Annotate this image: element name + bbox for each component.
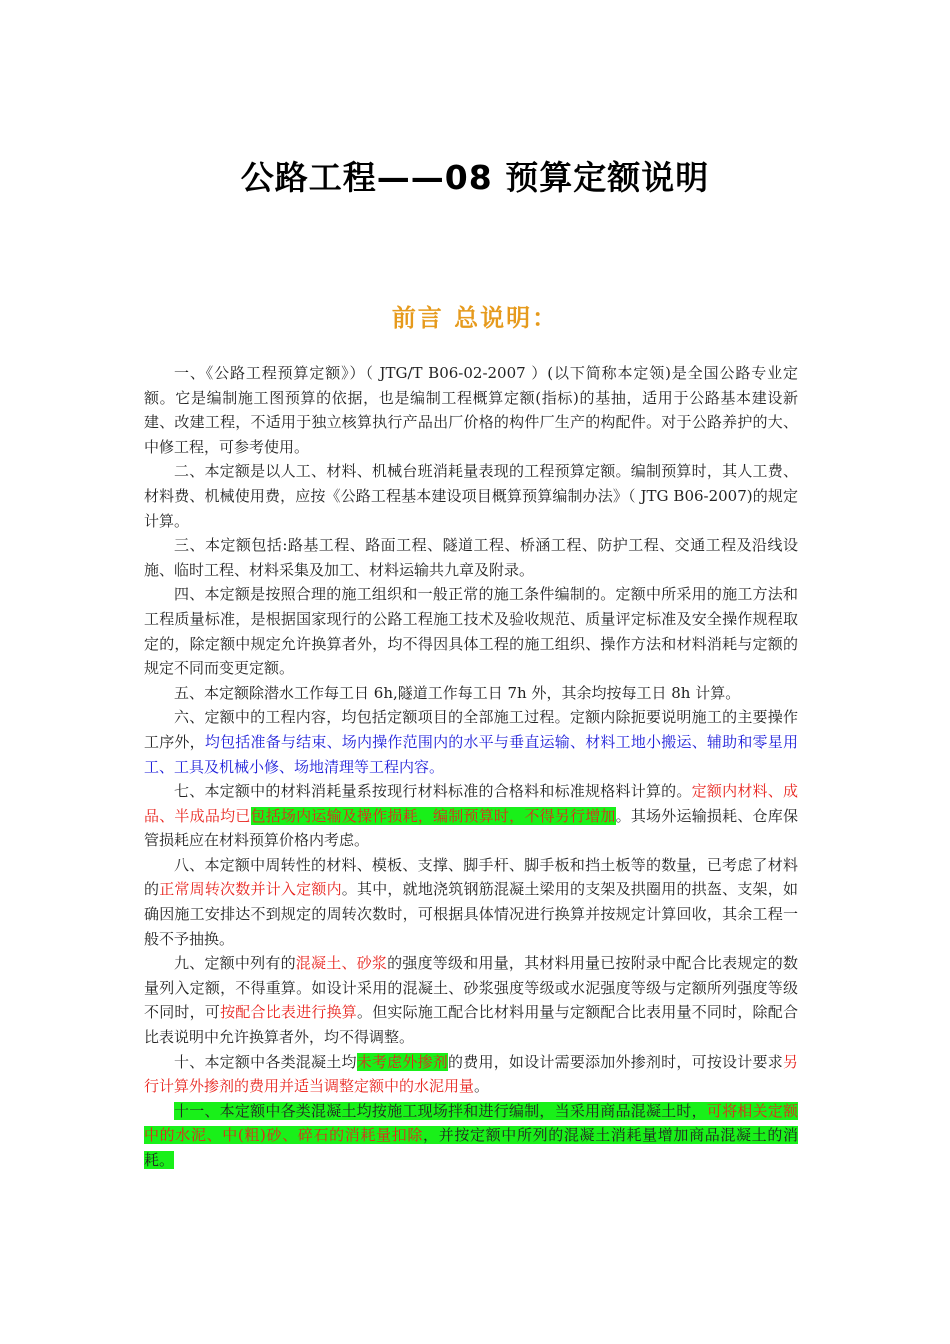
paragraph-10-highlight: 未考虑外掺剂 [356,1052,449,1071]
paragraph-10-mid: 的费用，如设计需要添加外掺剂时，可按设计要求 [448,1052,783,1071]
paragraph-2: 二、本定额是以人工、材料、机械台班消耗量表现的工程预算定额。编制预算时，其人工费、材料费、机械使用费，应按《公路工程基本建设项目概算预算编制办法》（ JTG B06-2007)的规定计算。 [144,462,798,530]
paragraph-10 [144,1050,798,1099]
paragraph-10-text: 十、本定额中各类混凝土均 [174,1052,357,1071]
paragraph-11-highlight-2: ，并按定额中所列的混凝土消耗量增加商品混凝土的消耗。 [144,1126,798,1169]
paragraph-3: 三、本定额包括:路基工程、路面工程、隧道工程、桥涵工程、防护工程、交通工程及沿线设施、临时工程、材料采集及加工、材料运输共九章及附录。 [144,536,798,579]
paragraph-8-tail: 。其中，就地浇筑钢筋混凝土梁用的支架及拱圈用的拱盔、支架，如确因施工安排达不到规定的周转次数时，可根据具体情况进行换算并按规定计算回收，其余工程一般不予抽换。 [144,880,798,948]
paragraph-6-text: 六、定额中的工程内容，均包括定额项目的全部施工过程。定额内除扼要说明施工的主要操作工序外， [144,708,798,751]
paragraph-9-tail: 。但实际施工配合比材料用量与定额配合比表用量不同时，除配合比表说明中允许换算者外，均不得调整。 [144,1003,798,1047]
paragraph-8-red-text: 正常周转次数并计入定额内 [159,880,342,899]
paragraph-1: 一、《公路工程预算定额》）（ JTG/T B06-02-2007 ）(以下简称本定领)是全国公路专业定额。它是编制施工图预算的依据，也是编制工程概算定额(指标)的基抽，适用于公路基本建设新建、改建工程，不适用于独立核算执行产品出厂价格的构件厂生产的构配件。对于公路养护的大、中修工程，可参考使用。 [144,364,798,456]
paragraph-4: 四、本定额是按照合理的施工组织和一般正常的施工条件编制的。定额中所采用的施工方法和工程质量标准，是根据国家现行的公路工程施工技术及验收规范、质量评定标准及安全操作规程取定的，除定额中规定允许换算者外，均不得因具体工程的施工组织、操作方法和材料消耗与定额的规定不同而变更定额。 [144,585,798,678]
section-heading: 前言 总说明： [391,304,559,332]
paragraph-8 [144,853,798,951]
paragraph-7-red-text: 定额内材料、成品、半成品均已 [144,782,798,825]
paragraph-8-text: 八、本定额中周转性的材料、模板、支撑、脚手杆、脚手板和挡土板等的数量，已考虑了材料的 [144,855,798,899]
paragraph-9-red-text-2: 按配合比表进行换算 [220,1003,357,1022]
paragraph-9-text: 九、定额中列有的 [174,954,296,973]
paragraph-6-blue-text: 均包括准备与结束、场内操作范围内的水平与垂直运输、材料工地小搬运、辅助和零星用工、工具及机械小修、场地清理等工程内容。 [144,732,798,776]
paragraph-7 [144,779,798,853]
paragraph-10-red-text: 另行计算外掺剂的费用并适当调整定额中的水泥用量 [144,1052,798,1096]
paragraph-7-tail: 。其场外运输损耗、仓库保管损耗应在材料预算价格内考虑。 [144,806,798,850]
paragraph-11 [144,1099,798,1173]
paragraph-7-text: 七、本定额中的材料消耗量系按现行材料标准的合格料和标准规格料计算的。 [174,782,692,801]
paragraph-9-mid: 的强度等级和用量，其材料用量已按附录中配合比表规定的数量列入定额，不得重算。如设计采用的混凝土、砂浆强度等级或水泥强度等级与定额所列强度等级不同时，可 [144,954,798,1022]
paragraph-11-lead: 十一、 [174,1101,220,1120]
paragraph-5: 五、本定额除潜水工作每工日 6h,隧道工作每工日 7h 外，其余均按每工日 8h 计算。 [174,683,741,702]
document-body [144,361,798,1173]
paragraph-10-tail: 。 [474,1077,490,1096]
paragraph-11-highlight-1: 本定额中各类混凝土均按施工现场拌和进行编制，当采用商品混凝土时， [219,1101,707,1120]
paragraph-6 [144,705,798,779]
paragraph-7-highlight: 包括场内运输及操作损耗，编制预算时，不得另行增加 [250,806,616,825]
document-title: 公路工程——08 预算定额说明 [240,158,710,197]
paragraph-11-highlight-red: 可将相关定额中的水泥、中(粗)砂、碎石的消耗量扣除 [144,1101,798,1145]
paragraph-9 [144,951,798,1049]
paragraph-9-red-text-1: 混凝土、砂浆 [295,954,388,973]
